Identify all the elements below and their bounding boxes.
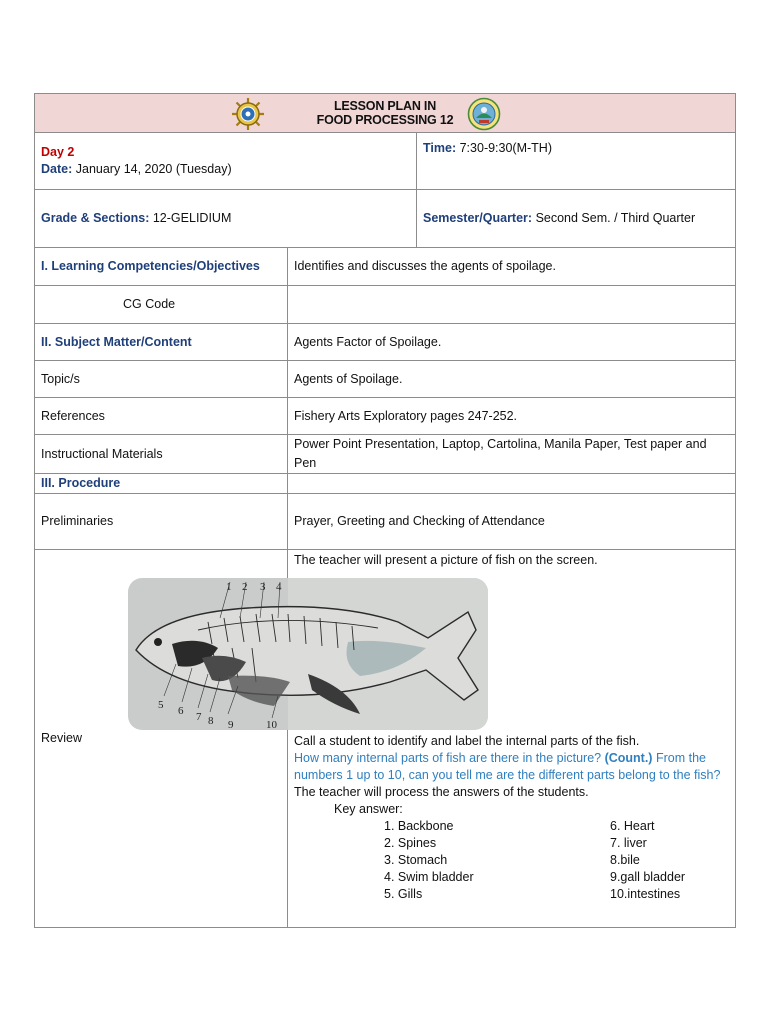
- cg-code-value: [288, 286, 736, 324]
- question-part-2: From the numbers 1 up to 10, can you tell me are the different parts belong to the fish?: [294, 751, 721, 782]
- key-answer-label: Key answer:: [334, 802, 403, 816]
- fish-number-9: 9: [228, 719, 234, 730]
- title-line-1: LESSON PLAN IN: [333, 99, 437, 113]
- date-label: Date:: [41, 162, 73, 176]
- fish-number-5: 5: [158, 699, 164, 711]
- fish-diagram-image: [128, 578, 488, 730]
- fish-number-2: 2: [242, 581, 248, 593]
- page-title: [41, 99, 729, 127]
- key-answer-item: 8.bile: [610, 853, 640, 867]
- materials-label: Instructional Materials: [35, 435, 288, 474]
- preliminaries-label: Preliminaries: [35, 494, 288, 550]
- materials-value: Power Point Presentation, Laptop, Cartolina, Manila Paper, Test paper and Pen: [288, 435, 736, 474]
- subject-matter-value: Agents Factor of Spoilage.: [288, 324, 736, 361]
- answers-left: [294, 818, 610, 903]
- key-answer-item: 6. Heart: [610, 819, 655, 833]
- fish-number-1: 1: [226, 581, 232, 593]
- answers-right: [610, 818, 685, 903]
- time-label: Time:: [423, 141, 457, 155]
- day-date-cell: [35, 133, 417, 190]
- key-answer-item: 1. Backbone: [384, 819, 454, 833]
- semester-label: Semester/Quarter:: [423, 211, 533, 225]
- key-answer-item: 10.intestines: [610, 887, 681, 901]
- deped-logo-icon: [467, 97, 501, 131]
- key-answer-item: 4. Swim bladder: [384, 870, 474, 884]
- review-question: [294, 750, 729, 784]
- review-call: Call a student to identify and label the internal parts of the fish.: [294, 734, 640, 748]
- review-intro: The teacher will present a picture of fish on the screen.: [294, 553, 598, 567]
- date-value: January 14, 2020 (Tuesday): [75, 162, 232, 176]
- fish-number-10: 10: [266, 719, 277, 730]
- fish-number-8: 8: [208, 715, 214, 727]
- fish-number-4: 4: [276, 581, 282, 593]
- header-row: [35, 94, 736, 133]
- references-label: References: [35, 398, 288, 435]
- fish-number-6: 6: [178, 705, 184, 717]
- objectives-label: I. Learning Competencies/Objectives: [35, 248, 288, 286]
- preliminaries-value: Prayer, Greeting and Checking of Attendance: [288, 494, 736, 550]
- semester-cell: [417, 190, 736, 248]
- procedure-label: III. Procedure: [35, 474, 288, 494]
- references-value: Fishery Arts Exploratory pages 247-252.: [288, 398, 736, 435]
- title-line-2: FOOD PROCESSING 12: [316, 113, 454, 127]
- key-answer-item: 7. liver: [610, 836, 647, 850]
- question-count: (Count.): [604, 751, 653, 765]
- key-answer-item: 3. Stomach: [384, 853, 448, 867]
- school-seal-icon: [231, 97, 265, 131]
- review-process: The teacher will process the answers of the students.: [294, 785, 589, 799]
- topic-value: Agents of Spoilage.: [288, 361, 736, 398]
- fish-number-3: 3: [260, 581, 266, 593]
- key-answer-item: 5. Gills: [384, 887, 423, 901]
- cg-code-label: CG Code: [35, 286, 288, 324]
- question-part-1: How many internal parts of fish are there in the picture?: [294, 751, 605, 765]
- fish-number-7: 7: [196, 711, 202, 723]
- key-answer-item: 9.gall bladder: [610, 870, 686, 884]
- lesson-plan-table: [34, 93, 736, 928]
- review-label: Review: [35, 550, 288, 928]
- key-answer-list: [294, 818, 729, 903]
- topic-label: Topic/s: [35, 361, 288, 398]
- procedure-value: [288, 474, 736, 494]
- key-answer-item: 2. Spines: [384, 836, 437, 850]
- semester-value: Second Sem. / Third Quarter: [535, 211, 696, 225]
- grade-label: Grade & Sections:: [41, 211, 150, 225]
- subject-matter-label: II. Subject Matter/Content: [35, 324, 288, 361]
- grade-cell: [35, 190, 417, 248]
- day-label: Day 2: [41, 145, 75, 159]
- time-value: 7:30-9:30(M-TH): [459, 141, 552, 155]
- fish-anatomy-illustration: [128, 578, 488, 730]
- grade-value: 12-GELIDIUM: [152, 211, 232, 225]
- objectives-value: Identifies and discusses the agents of spoilage.: [288, 248, 736, 286]
- time-cell: [417, 133, 736, 190]
